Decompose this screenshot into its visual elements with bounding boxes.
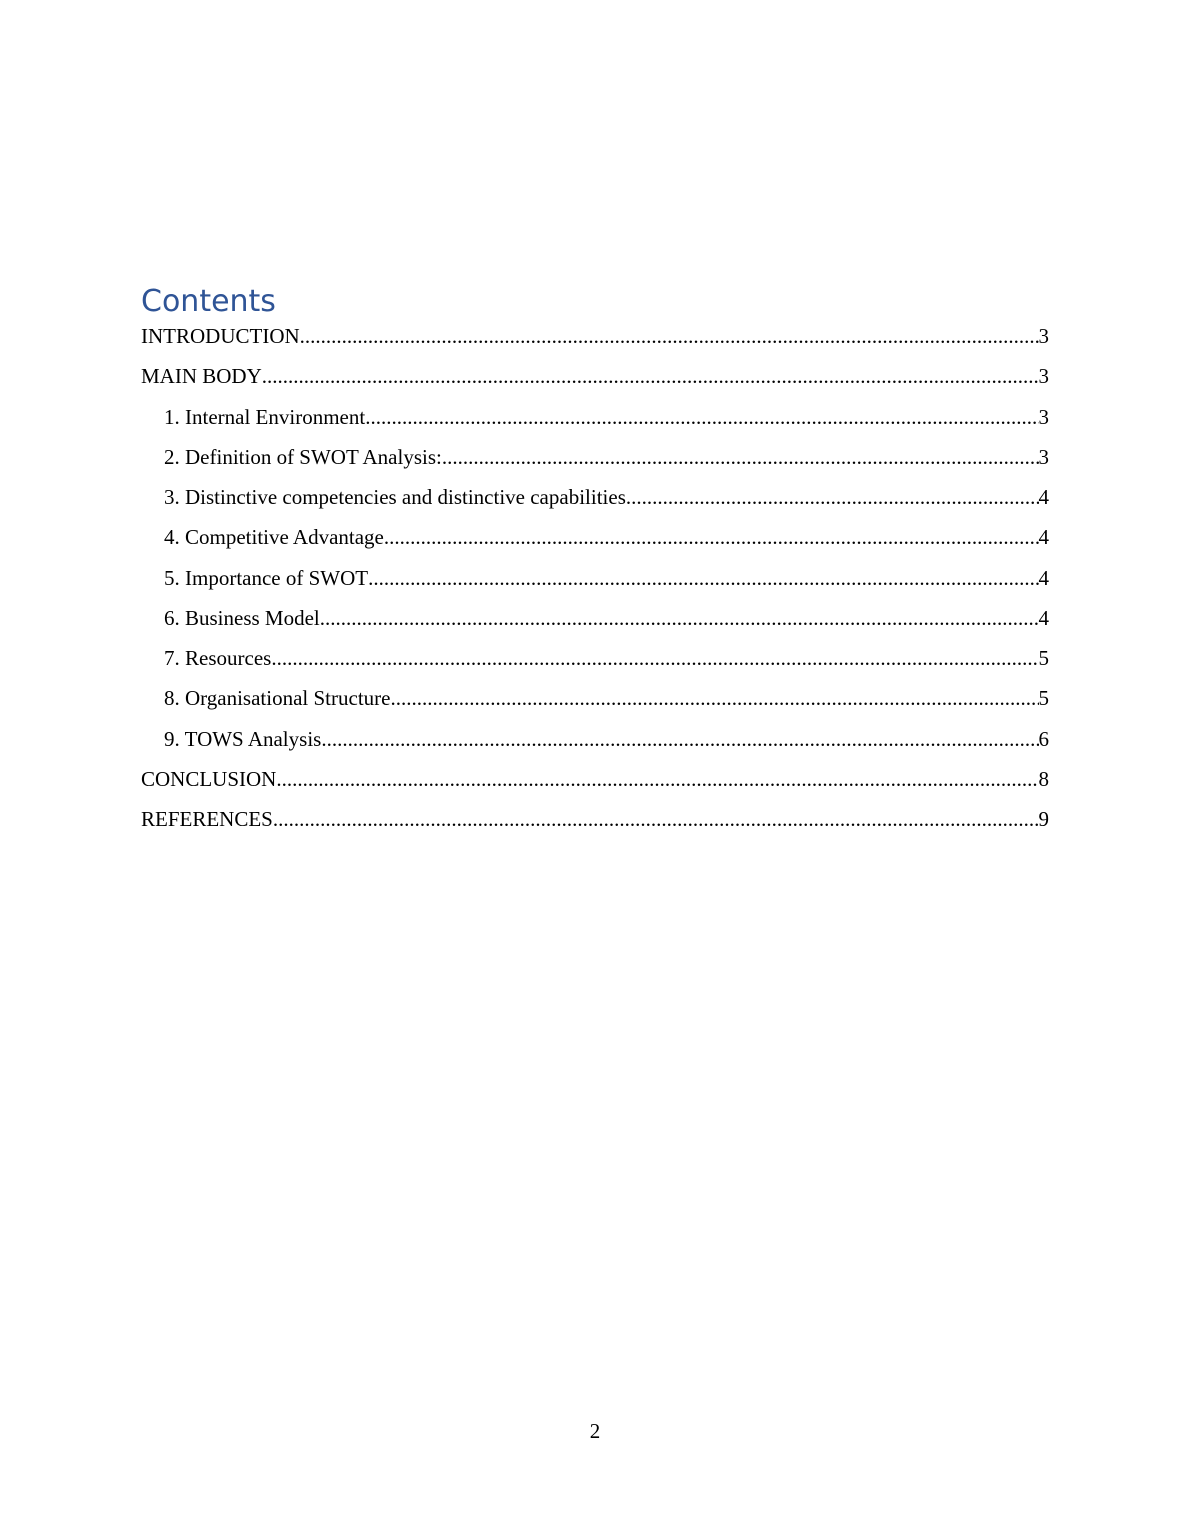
- toc-entry-label: 4. Competitive Advantage: [164, 525, 384, 550]
- toc-entry-page: 3: [1038, 404, 1049, 429]
- dot-leader: [365, 397, 1038, 437]
- table-of-contents: [141, 316, 1049, 839]
- toc-entry-page: 6: [1038, 726, 1049, 751]
- toc-entry-label: MAIN BODY: [141, 364, 262, 389]
- dot-leader: [320, 598, 1039, 638]
- toc-entry-page: 5: [1038, 686, 1049, 711]
- toc-entry-page: 4: [1038, 565, 1049, 590]
- toc-entry-label: 8. Organisational Structure: [164, 686, 391, 711]
- toc-entry-conclusion[interactable]: [141, 759, 1049, 799]
- toc-entry-label: 3. Distinctive competencies and distinctive capabilities: [164, 485, 626, 509]
- toc-entry-label: REFERENCES: [141, 807, 273, 831]
- toc-entry-resources[interactable]: [141, 638, 1049, 678]
- toc-entry-label: 7. Resources: [164, 646, 272, 670]
- toc-entry-page: 5: [1038, 646, 1049, 670]
- toc-entry-business-model[interactable]: [141, 598, 1049, 638]
- toc-entry-internal-environment[interactable]: [141, 397, 1049, 437]
- toc-entry-introduction[interactable]: [141, 316, 1049, 356]
- toc-entry-distinctive-competencies[interactable]: [141, 477, 1049, 517]
- dot-leader: [276, 759, 1038, 799]
- toc-entry-competitive-advantage[interactable]: [141, 517, 1049, 557]
- toc-entry-page: 4: [1038, 605, 1049, 630]
- toc-entry-page: 4: [1038, 485, 1049, 509]
- toc-entry-label: CONCLUSION: [141, 766, 277, 791]
- toc-entry-label: 9. TOWS Analysis: [164, 726, 322, 751]
- toc-entry-page: 4: [1038, 525, 1049, 550]
- dot-leader: [390, 678, 1038, 718]
- dot-leader: [271, 638, 1038, 678]
- dot-leader: [626, 477, 1039, 517]
- toc-entry-label: 2. Definition of SWOT Analysis:: [164, 444, 442, 469]
- toc-entry-label: 6. Business Model: [164, 605, 320, 630]
- toc-entry-page: 3: [1038, 324, 1049, 348]
- dot-leader: [368, 558, 1038, 598]
- dot-leader: [442, 437, 1039, 477]
- toc-entry-page: 3: [1038, 364, 1049, 389]
- dot-leader: [300, 316, 1039, 356]
- toc-entry-page: 8: [1038, 766, 1049, 791]
- toc-entry-main-body[interactable]: [141, 356, 1049, 396]
- toc-entry-page: 3: [1038, 444, 1049, 469]
- toc-entry-references[interactable]: [141, 799, 1049, 839]
- page-number: 2: [589, 1419, 601, 1443]
- toc-entry-label: 5. Importance of SWOT: [164, 565, 369, 590]
- toc-heading: Contents: [141, 284, 276, 319]
- toc-entry-importance-of-swot[interactable]: [141, 558, 1049, 598]
- toc-entry-tows-analysis[interactable]: [141, 719, 1049, 759]
- dot-leader: [384, 517, 1039, 557]
- toc-entry-swot-definition[interactable]: [141, 437, 1049, 477]
- toc-entry-label: 1. Internal Environment: [164, 404, 366, 429]
- dot-leader: [273, 799, 1039, 839]
- dot-leader: [321, 719, 1038, 759]
- toc-entry-page: 9: [1038, 807, 1049, 831]
- toc-entry-label: INTRODUCTION: [141, 324, 300, 348]
- dot-leader: [262, 356, 1039, 396]
- toc-entry-organisational-structure[interactable]: [141, 678, 1049, 718]
